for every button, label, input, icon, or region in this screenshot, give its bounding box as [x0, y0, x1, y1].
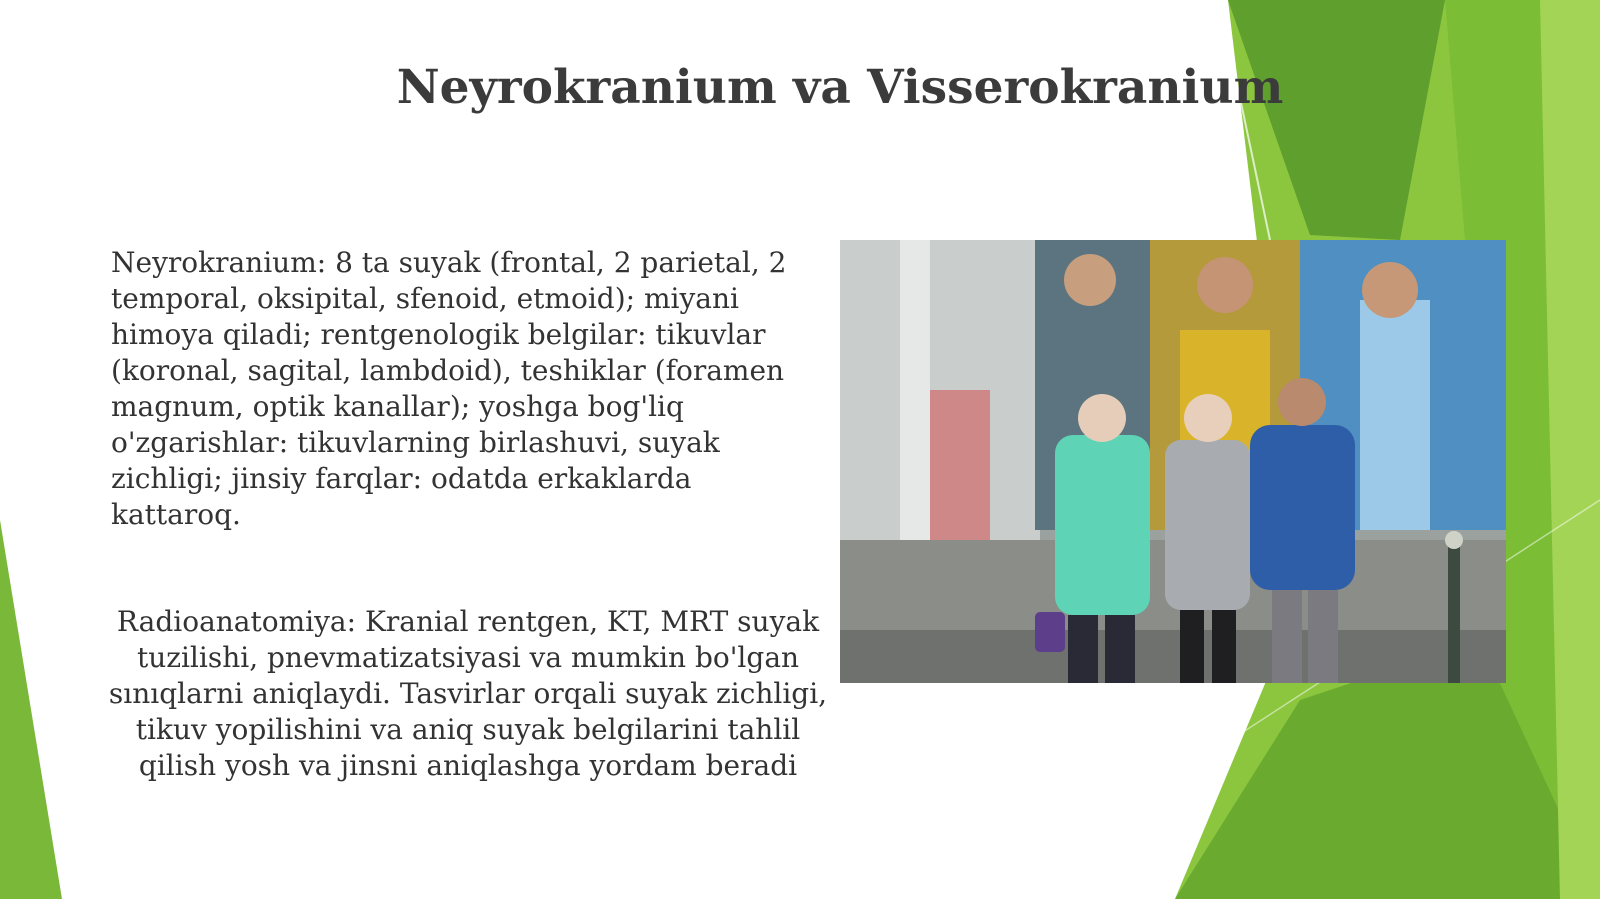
green-facet-left: [0, 520, 62, 899]
slide-title: Neyrokranium va Visserokranium: [396, 60, 1284, 115]
photo-illustration: [840, 240, 1506, 683]
paragraph-neyrokranium: Neyrokranium: 8 ta suyak (frontal, 2 parietal, 2 temporal, oksipital, sfenoid, etmoid); miyani himoya qiladi; rentgenologik belgilar: tikuvlar (koronal, sagital, lambdoid), teshiklar (foramen magnum, optik kanallar); yoshga bog'liq o'zgarishlar: tikuvlarning birlashuvi, suyak zichligi; jinsiy farqlar: odatda erkaklarda kattaroq.: [111, 246, 787, 531]
slide-photo: [840, 240, 1506, 683]
paragraph-radioanatomiya: Radioanatomiya: Kranial rentgen, KT, MRT suyak tuzilishi, pnevmatizatsiyasi va mumkin bo'lgan sınıqlarni aniqlaydi. Tasvirlar orqali suyak zichligi, tikuv yopilishini va aniq suyak belgilarini tahlil qilish yosh va jinsni aniqlashga yordam beradi: [108, 605, 828, 782]
